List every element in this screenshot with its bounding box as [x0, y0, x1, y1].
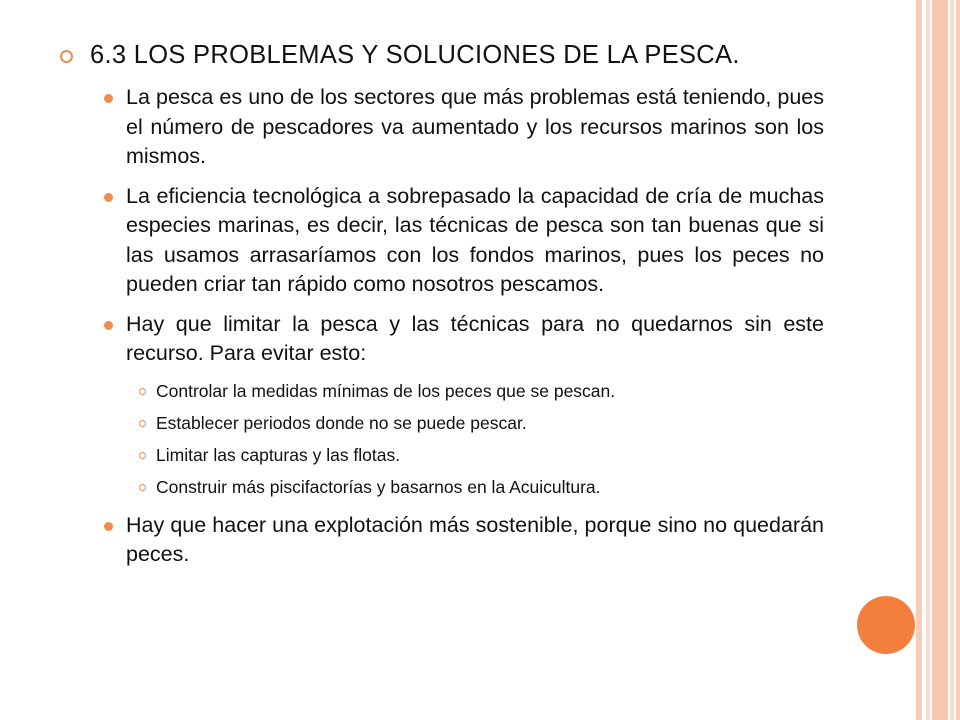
- bullet-item: [60, 182, 824, 300]
- stripe: [950, 0, 954, 720]
- bullet-item: [60, 83, 824, 172]
- stripe: [932, 0, 948, 720]
- bullet-text: La pesca es uno de los sectores que más problemas está teniendo, pues el número de pescadores va aumentado y los recursos marinos son los mismos.: [126, 85, 824, 168]
- sub-bullet-ring-icon: [139, 484, 146, 491]
- bullet-item: [60, 310, 824, 369]
- sub-bullet-item: [60, 443, 824, 475]
- sub-bullet-item: [60, 475, 824, 507]
- bullet-text: Hay que hacer una explotación más sostenible, porque sino no quedarán peces.: [126, 512, 824, 566]
- bullet-dot-icon: [104, 94, 113, 103]
- decorative-circle: [857, 596, 915, 654]
- bullet-list: [60, 83, 824, 369]
- sub-bullet-list: [60, 379, 824, 507]
- slide-content: [60, 38, 824, 580]
- bullet-item: [60, 511, 824, 570]
- sub-bullet-ring-icon: [139, 452, 146, 459]
- sub-bullet-item: [60, 411, 824, 443]
- stripe: [956, 0, 960, 720]
- title-bullet-icon: [60, 50, 73, 63]
- sub-bullet-ring-icon: [139, 388, 146, 395]
- stripe: [926, 0, 930, 720]
- sub-bullet-text: Construir más piscifactorías y basarnos en la Acuicultura.: [156, 476, 601, 497]
- bullet-text: La eficiencia tecnológica a sobrepasado la capacidad de cría de muchas especies marinas, es decir, las técnicas de pesca son tan buenas que si las usamos arrasaríamos con los fondos marinos, pues los peces no pueden criar tan rápido como nosotros pescamos.: [126, 183, 824, 296]
- title-row: [60, 38, 824, 73]
- sub-bullet-text: Limitar las capturas y las flotas.: [156, 444, 401, 465]
- sub-bullet-text: Controlar la medidas mínimas de los peces que se pescan.: [156, 380, 616, 401]
- slide-title: 6.3 LOS PROBLEMAS Y SOLUCIONES DE LA PESCA.: [90, 41, 740, 69]
- sub-bullet-ring-icon: [139, 420, 146, 427]
- bullet-list: [60, 511, 824, 570]
- bullet-dot-icon: [104, 193, 113, 202]
- stripe: [916, 0, 922, 720]
- bullet-dot-icon: [104, 522, 113, 531]
- sub-bullet-text: Establecer periodos donde no se puede pescar.: [156, 412, 527, 433]
- decorative-stripes: [916, 0, 960, 720]
- bullet-dot-icon: [104, 321, 113, 330]
- bullet-text: Hay que limitar la pesca y las técnicas para no quedarnos sin este recurso. Para evitar esto:: [126, 311, 824, 365]
- sub-bullet-item: [60, 379, 824, 411]
